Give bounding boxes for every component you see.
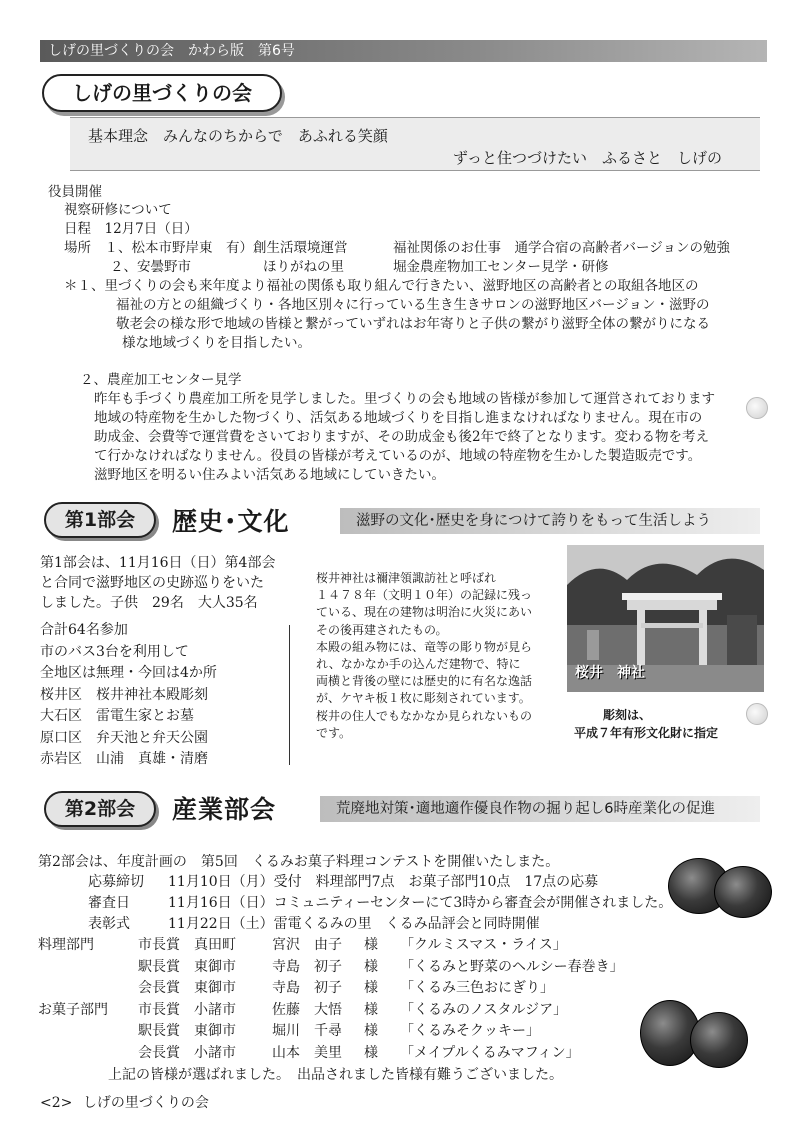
award-row bbox=[38, 1021, 624, 1043]
award-dish: 「メイプルくるみマフィン」 bbox=[400, 1044, 580, 1061]
award-dept: 料理部門 bbox=[38, 937, 94, 953]
intro-line: と合同で滋野地区の史跡巡りをいた bbox=[40, 575, 264, 591]
award-honorific: 様 bbox=[364, 980, 378, 996]
shrine-line: １４７８年（文明１０年）の記録に残っ bbox=[316, 588, 533, 603]
award-town: 小諸市 bbox=[194, 1001, 236, 1018]
shrine-line: れ、なかなか手の込んだ建物で、特に bbox=[316, 657, 521, 672]
award-dish: 「くるみと野菜のヘルシー春巻き」 bbox=[400, 958, 624, 975]
shrine-line: 桜井神社は禰津領諏訪社と呼ばれ bbox=[316, 571, 497, 585]
schedule-label: 表彰式 bbox=[88, 916, 130, 932]
visit-paragraph-line: て行かなければなりません。役員の皆様が考えているのが、地域の特産物を生かした製造販売です。 bbox=[94, 448, 702, 464]
award-dish: 「くるみのノスタルジア」 bbox=[400, 1001, 568, 1018]
footer-organization: しげの里づくりの会 bbox=[82, 1095, 209, 1111]
schedule-text: 11月16日（日）コミュニティーセンターにて3時から審査会が開催されました。 bbox=[168, 895, 673, 911]
walnut-illustration bbox=[690, 1012, 748, 1068]
awards-list bbox=[38, 935, 624, 1064]
award-town: 東御市 bbox=[194, 1023, 236, 1039]
note-line: 敬老会の様な形で地域の皆様と繋がっていずれはお年寄りと子供の繋がり滋野全体の繋がりになる bbox=[116, 316, 710, 332]
walnut-illustration bbox=[714, 866, 772, 918]
section2-badge: 第2部会 bbox=[44, 791, 156, 827]
award-prize: 駅長賞 bbox=[138, 1023, 180, 1039]
award-row bbox=[38, 957, 624, 979]
award-row bbox=[38, 978, 624, 1000]
officers-subheading: 視察研修について bbox=[64, 202, 172, 218]
award-town: 東御市 bbox=[194, 980, 236, 996]
list-item: 市のバス3台を利用して bbox=[40, 643, 189, 660]
contest-schedule bbox=[88, 872, 672, 935]
award-honorific: 様 bbox=[364, 937, 378, 953]
award-row bbox=[38, 1043, 624, 1065]
award-prize: 市長賞 bbox=[138, 937, 180, 953]
footer bbox=[40, 1092, 209, 1112]
intro-line: しました。子供 29名 大人35名 bbox=[40, 595, 258, 611]
philosophy-box bbox=[70, 117, 760, 171]
officers-heading: 役員開催 bbox=[48, 184, 102, 200]
shrine-line: その後再建されたもの。 bbox=[316, 622, 448, 637]
schedule-label: 審査日 bbox=[88, 895, 130, 911]
award-town: 小諸市 bbox=[194, 1044, 236, 1061]
visit-subheading: ２、農産加工センター見学 bbox=[80, 372, 242, 388]
trip-place-2-name: ほりがねの里 bbox=[263, 259, 344, 275]
note-line: ＊１、里づくりの会も来年度より福祉の関係も取り組んで行きたい、滋野地区の高齢者との取組各地区の bbox=[64, 278, 699, 294]
schedule-row bbox=[88, 872, 672, 893]
list-item: 合計64名参加 bbox=[40, 622, 128, 638]
award-honorific: 様 bbox=[364, 1044, 378, 1061]
philosophy-line-1: 基本理念 みんなのちからで あふれる笑顔 bbox=[88, 127, 388, 145]
visit-paragraph-line: 昨年も手づくり農産加工所を見学しました。里づくりの会も地域の皆様が参加して運営されております bbox=[94, 391, 715, 407]
list-item: 全地区は無理・今回は4か所 bbox=[40, 665, 217, 681]
award-row bbox=[38, 935, 624, 957]
visit-paragraph-line: 助成金、会費等で運営費をさいておりますが、その助成金も後2年で終了となります。変わる物を考え bbox=[94, 429, 710, 445]
award-town: 真田町 bbox=[194, 937, 236, 953]
binder-hole bbox=[746, 703, 768, 725]
award-dish: 「くるみそクッキー」 bbox=[400, 1023, 540, 1039]
award-winner: 堀川 千尋 bbox=[272, 1023, 342, 1039]
award-prize: 市長賞 bbox=[138, 1001, 180, 1018]
philosophy-line-2: ずっと住つづけたい ふるさと しげの bbox=[452, 149, 722, 167]
trip-date: 日程 12月7日（日） bbox=[64, 221, 198, 237]
shrine-line: です。 bbox=[316, 725, 352, 740]
shrine-line: が、ケヤキ板１枚に彫刻されています。 bbox=[316, 691, 531, 706]
section2-intro: 第2部会は、年度計画の 第5回 くるみお菓子料理コンテストを開催いたしまた。 bbox=[38, 854, 560, 870]
schedule-text: 11月10日（月）受付 料理部門7点 お菓子部門10点 17点の応募 bbox=[168, 874, 599, 890]
shrine-photo-caption: 桜井 神社 bbox=[575, 665, 645, 681]
newsletter-title: しげの里づくりの会 bbox=[42, 74, 282, 112]
trip-place-1-detail: 福祉関係のお仕事 通学合宿の高齢者バージョンの勉強 bbox=[393, 240, 730, 256]
award-winner: 寺島 初子 bbox=[272, 980, 342, 996]
trip-place-2-detail: 堀金農産物加工センター見学・研修 bbox=[393, 259, 609, 275]
visit-paragraph-line: 滋野地区を明るい住みよい活気ある地域にしていきたい。 bbox=[94, 467, 445, 483]
section2-closing: 上記の皆様が選ばれました。 出品されました皆様有難うございました。 bbox=[108, 1067, 563, 1083]
award-winner: 寺島 初子 bbox=[272, 958, 342, 975]
schedule-row bbox=[88, 893, 672, 914]
page-number: <2> bbox=[40, 1095, 73, 1111]
section2-slogan: 荒廃地対策･適地適作優良作物の掘り起し6時産業化の促進 bbox=[320, 796, 760, 822]
shrine-line: 桜井の住人でもなかなか見られないもの bbox=[316, 708, 533, 723]
section1-intro bbox=[40, 553, 275, 613]
list-item: 赤岩区 山浦 真雄・清磨 bbox=[40, 751, 208, 767]
award-winner: 佐藤 大悟 bbox=[272, 1001, 342, 1018]
shrine-line: 本殿の組み物には、竜等の彫り物が見ら bbox=[316, 639, 533, 654]
section1-slogan: 滋野の文化･歴史を身につけて誇りをもって生活しよう bbox=[340, 508, 760, 534]
newsletter-header-band: しげの里づくりの会 かわら版 第6号 bbox=[40, 40, 767, 62]
award-winner: 宮沢 由子 bbox=[272, 937, 342, 953]
schedule-label: 応募締切 bbox=[88, 874, 144, 890]
list-item: 大石区 雷電生家とお墓 bbox=[40, 708, 194, 724]
photo-note-2: 平成７年有形文化財に指定 bbox=[574, 726, 719, 740]
award-row bbox=[38, 1000, 624, 1022]
award-honorific: 様 bbox=[364, 1001, 378, 1018]
list-item: 原口区 弁天池と弁天公園 bbox=[40, 729, 208, 746]
note-line: 様な地域づくりを目指したい。 bbox=[122, 335, 311, 351]
intro-line: 第1部会は、11月16日（日）第4部会 bbox=[40, 555, 276, 571]
trip-place-1: 場所 １、松本市野岸東 有）創生活環境運営 bbox=[64, 240, 348, 256]
shrine-description bbox=[316, 570, 532, 742]
section1-badge: 第1部会 bbox=[44, 502, 156, 538]
schedule-row bbox=[88, 914, 672, 935]
note-line: 福祉の方との組織づくり・各地区別々に行っている生き生きサロンの滋野地区バージョン・滋野の bbox=[116, 297, 710, 313]
photo-note-1: 彫刻は、 bbox=[603, 708, 652, 722]
trip-place-2: ２、安曇野市 bbox=[110, 259, 191, 275]
award-dish: 「クルミスマス・ライス」 bbox=[400, 937, 567, 953]
section1-title: 歴史･文化 bbox=[172, 507, 290, 536]
binder-hole bbox=[746, 397, 768, 419]
award-prize: 会長賞 bbox=[138, 1044, 180, 1061]
award-prize: 駅長賞 bbox=[138, 958, 180, 975]
award-dish: 「くるみ三色おにぎり」 bbox=[400, 980, 554, 996]
award-honorific: 様 bbox=[364, 958, 378, 975]
section2-title: 産業部会 bbox=[172, 795, 277, 824]
list-item: 桜井区 桜井神社本殿彫刻 bbox=[40, 686, 208, 703]
schedule-text: 11月22日（土）雷電くるみの里 くるみ品評会と同時開催 bbox=[168, 916, 540, 932]
visit-paragraph-line: 地域の特産物を生かした物づくり、活気ある地域づくりを目指し進まなければなりません。現在市の bbox=[94, 410, 703, 426]
award-honorific: 様 bbox=[364, 1023, 378, 1039]
award-town: 東御市 bbox=[194, 958, 236, 975]
section1-list bbox=[40, 620, 217, 771]
award-dept: お菓子部門 bbox=[38, 1001, 108, 1018]
shrine-line: 両横と背後の壁には歴史的に有名な逸話 bbox=[316, 674, 533, 689]
shrine-line: ている、現在の建物は明治に火災にあい bbox=[316, 605, 533, 620]
award-winner: 山本 美里 bbox=[272, 1044, 342, 1061]
column-divider bbox=[289, 625, 290, 765]
award-prize: 会長賞 bbox=[138, 980, 180, 996]
